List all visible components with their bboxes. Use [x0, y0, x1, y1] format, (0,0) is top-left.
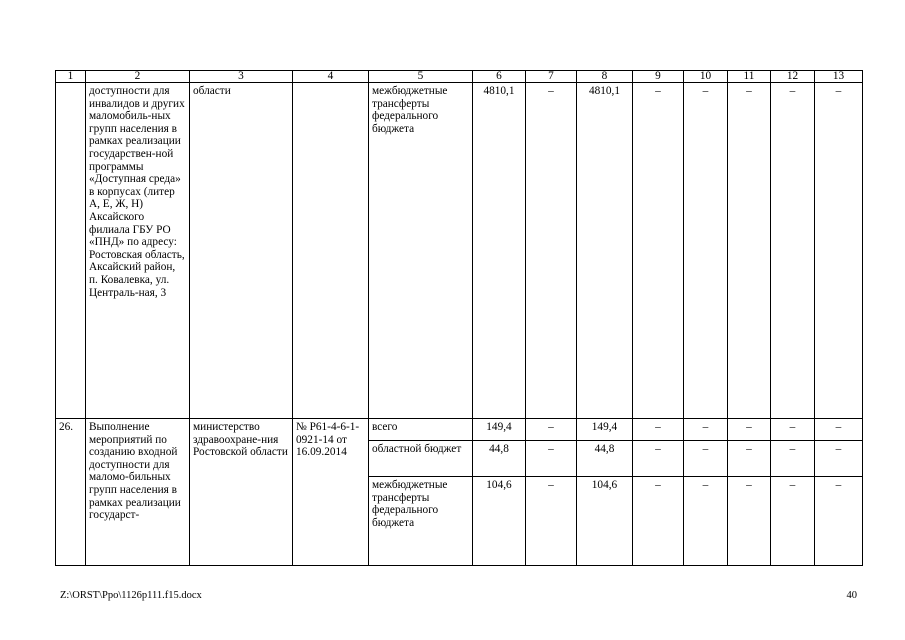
column-number: 2	[86, 71, 190, 83]
value-cell: –	[684, 419, 728, 441]
page-number: 40	[846, 590, 857, 601]
row-number-cell	[56, 83, 86, 419]
column-number: 13	[815, 71, 863, 83]
value-cell: –	[771, 83, 815, 419]
value-cell: –	[728, 441, 771, 477]
value-cell: –	[771, 419, 815, 441]
column-number: 11	[728, 71, 771, 83]
value-cell: 104,6	[473, 477, 526, 566]
event-description: доступности для инвалидов и других маломобиль-ных групп населения в рамках реализации государствен-ной программы «Доступная среда» в корпусах (литер А, Е, Ж, Н) Аксайского филиала ГБУ РО «ПНД» по адресу: Ростовская область, Аксайский район, п. Ковалевка, ул. Централь-ная, 3	[86, 83, 190, 419]
value-cell: –	[684, 477, 728, 566]
executor-cell: области	[190, 83, 293, 419]
appendix-table	[55, 70, 863, 566]
value-cell: –	[526, 477, 577, 566]
value-cell: –	[526, 419, 577, 441]
value-cell: 44,8	[577, 441, 633, 477]
column-number: 5	[369, 71, 473, 83]
value-cell: –	[526, 83, 577, 419]
value-cell: –	[815, 419, 863, 441]
column-number: 9	[633, 71, 684, 83]
value-cell: 149,4	[473, 419, 526, 441]
column-number: 10	[684, 71, 728, 83]
column-number: 12	[771, 71, 815, 83]
value-cell: –	[633, 83, 684, 419]
value-cell: –	[526, 441, 577, 477]
value-cell: –	[728, 83, 771, 419]
value-cell: 149,4	[577, 419, 633, 441]
funding-source: межбюджетные трансферты федерального бюджета	[369, 83, 473, 419]
value-cell: –	[771, 477, 815, 566]
column-number: 4	[293, 71, 369, 83]
column-number: 7	[526, 71, 577, 83]
value-cell: –	[684, 441, 728, 477]
value-cell: 104,6	[577, 477, 633, 566]
row-number-cell: 26.	[56, 419, 86, 566]
file-path-footer: Z:\ORST\Ppo\1126p111.f15.docx	[60, 590, 202, 601]
value-cell: –	[815, 477, 863, 566]
column-number: 6	[473, 71, 526, 83]
funding-source: всего	[369, 419, 473, 441]
value-cell: –	[728, 477, 771, 566]
value-cell: –	[815, 441, 863, 477]
value-cell: –	[633, 477, 684, 566]
column-number: 3	[190, 71, 293, 83]
funding-source: областной бюджет	[369, 441, 473, 477]
value-cell: –	[728, 419, 771, 441]
value-cell: –	[684, 83, 728, 419]
column-number: 1	[56, 71, 86, 83]
value-cell: –	[633, 441, 684, 477]
document-cell	[293, 83, 369, 419]
value-cell: 4810,1	[473, 83, 526, 419]
value-cell: –	[633, 419, 684, 441]
table-row	[56, 419, 863, 441]
table-row	[56, 83, 863, 419]
column-number: 8	[577, 71, 633, 83]
value-cell: 44,8	[473, 441, 526, 477]
funding-source: межбюджетные трансферты федерального бюджета	[369, 477, 473, 566]
value-cell: 4810,1	[577, 83, 633, 419]
value-cell: –	[771, 441, 815, 477]
executor-cell: министерство здравоохране-ния Ростовской области	[190, 419, 293, 566]
value-cell: –	[815, 83, 863, 419]
event-description: Выполнение мероприятий по созданию входной доступности для маломо-бильных групп населения в рамках реализации государст-	[86, 419, 190, 566]
document-cell: № Р61-4-6-1-0921-14 от 16.09.2014	[293, 419, 369, 566]
column-number-row	[56, 71, 863, 83]
